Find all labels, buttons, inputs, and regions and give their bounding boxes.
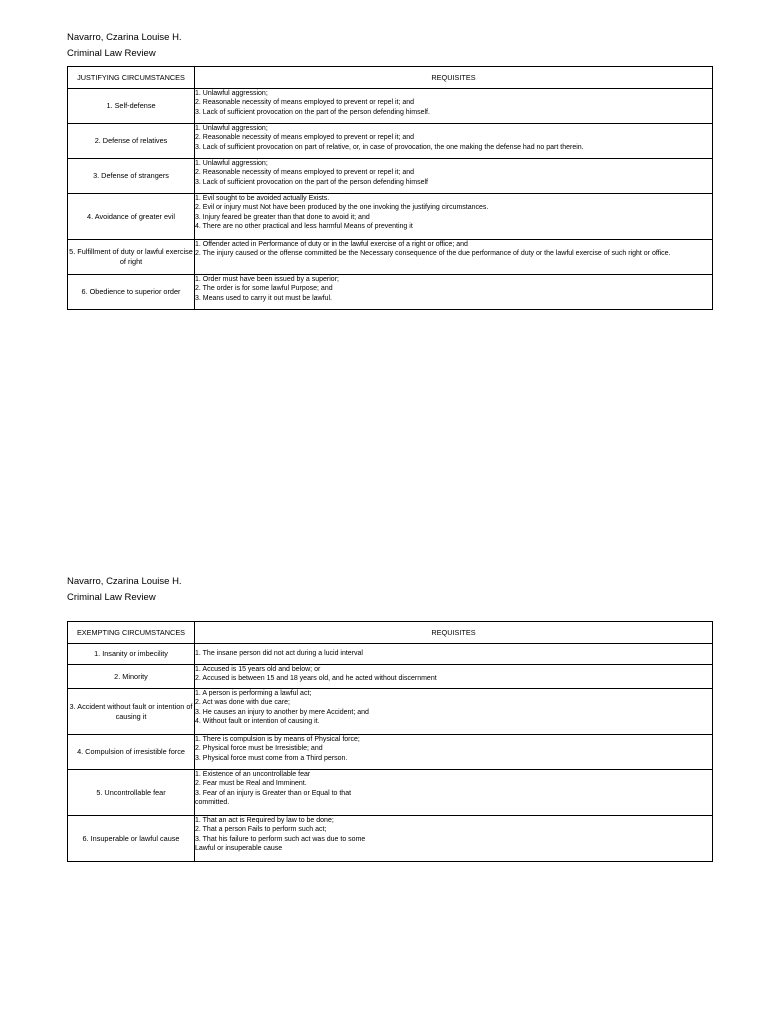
table-header-row <box>68 67 713 89</box>
requisite-line: 2. Physical force must be Irresistible; and <box>195 745 323 753</box>
requisite-line: 4. There are no other practical and less harmful Means of preventing it <box>195 222 413 230</box>
requisite-line: 2. Accused is between 15 and 18 years old, and he acted without discernment <box>195 675 437 683</box>
requisite-line: 3. He causes an injury to another by mere Accident; and <box>195 708 369 716</box>
document-header-2 <box>67 574 182 606</box>
requisite-line: 2. Reasonable necessity of means employed to prevent or repel it; and <box>195 169 415 177</box>
requisite-line: 3. Fear of an injury is Greater than or Equal to that <box>195 789 352 797</box>
requisite-line: 3. Lack of sufficient provocation on part of relative, or, in case of provocation, the one making the defense had no part therein. <box>195 143 584 151</box>
requisite-line: 1. A person is performing a lawful act; <box>195 690 312 697</box>
column-header-circumstances: EXEMPTING CIRCUMSTANCES <box>68 622 195 644</box>
requisites-cell <box>195 665 713 689</box>
table-row <box>68 89 713 124</box>
requisite-line: 1. That an act is Required by law to be done; <box>195 817 334 824</box>
requisites-cell <box>195 275 713 310</box>
requisite-line: 1. There is compulsion is by means of Physical force; <box>195 736 360 743</box>
circumstance-cell: 2. Minority <box>68 665 195 689</box>
table-row <box>68 689 713 735</box>
requisite-line: 4. Without fault or intention of causing it. <box>195 717 320 725</box>
circumstance-cell: 1. Insanity or imbecility <box>68 644 195 665</box>
requisite-line: 1. Unlawful aggression; <box>195 90 268 97</box>
requisite-line: 1. Unlawful aggression; <box>195 125 268 132</box>
table-row <box>68 159 713 194</box>
circumstance-cell: 4. Compulsion of irresistible force <box>68 735 195 770</box>
column-header-requisites: REQUISITES <box>195 67 713 89</box>
circumstance-cell: 3. Defense of strangers <box>68 159 195 194</box>
requisite-line: 3. Physical force must come from a Third person. <box>195 754 348 762</box>
table-row <box>68 240 713 275</box>
author-name: Navarro, Czarina Louise H. <box>67 32 182 43</box>
requisite-line: 2. Evil or injury must Not have been produced by the one invoking the justifying circumstances. <box>195 204 489 212</box>
circumstance-cell: 1. Self-defense <box>68 89 195 124</box>
table-row <box>68 770 713 816</box>
requisites-cell <box>195 124 713 159</box>
table-row <box>68 735 713 770</box>
requisites-cell <box>195 689 713 735</box>
table-row <box>68 124 713 159</box>
author-name: Navarro, Czarina Louise H. <box>67 576 182 587</box>
column-header-circumstances: JUSTIFYING CIRCUMSTANCES <box>68 67 195 89</box>
requisites-cell <box>195 194 713 240</box>
requisite-line: 1. Evil sought to be avoided actually Exists. <box>195 195 330 202</box>
requisite-line: 3. Lack of sufficient provocation on the part of the person defending himself. <box>195 108 430 116</box>
requisite-line: committed. <box>195 798 230 806</box>
circumstance-cell: 4. Avoidance of greater evil <box>68 194 195 240</box>
circumstance-cell: 6. Obedience to superior order <box>68 275 195 310</box>
justifying-circumstances-table <box>67 66 713 310</box>
requisite-line: 2. Fear must be Real and Imminent. <box>195 780 307 788</box>
requisite-line: 3. That his failure to perform such act was due to some <box>195 835 366 843</box>
table-row <box>68 816 713 862</box>
requisites-cell <box>195 770 713 816</box>
requisite-line: 3. Injury feared be greater than that done to avoid it; and <box>195 213 370 221</box>
requisites-cell <box>195 89 713 124</box>
requisite-line: 1. Offender acted in Performance of duty or in the lawful exercise of a right or office; and <box>195 241 468 248</box>
circumstance-cell: 6. Insuperable or lawful cause <box>68 816 195 862</box>
course-title: Criminal Law Review <box>67 48 156 59</box>
course-title: Criminal Law Review <box>67 592 156 603</box>
requisite-line: 1. Order must have been issued by a superior; <box>195 276 339 283</box>
requisite-line: 1. Existence of an uncontrollable fear <box>195 771 311 778</box>
requisites-cell <box>195 644 713 665</box>
requisite-line: 2. Reasonable necessity of means employed to prevent or repel it; and <box>195 99 415 107</box>
requisites-cell <box>195 159 713 194</box>
requisites-cell <box>195 816 713 862</box>
table-row <box>68 665 713 689</box>
document-header-1 <box>67 30 182 62</box>
requisite-line: 2. The injury caused or the offense committed be the Necessary consequence of the due performance of duty or the lawful exercise of such right or office. <box>195 250 671 258</box>
requisite-line: 2. Reasonable necessity of means employed to prevent or repel it; and <box>195 134 415 142</box>
table-row <box>68 644 713 665</box>
circumstance-cell: 5. Uncontrollable fear <box>68 770 195 816</box>
requisites-cell <box>195 240 713 275</box>
requisite-line: 2. Act was done with due care; <box>195 699 290 707</box>
requisite-line: 2. That a person Fails to perform such act; <box>195 826 327 834</box>
table-row <box>68 275 713 310</box>
table-row <box>68 194 713 240</box>
table-header-row <box>68 622 713 644</box>
exempting-circumstances-table <box>67 621 713 862</box>
requisite-line: 3. Means used to carry it out must be lawful. <box>195 294 332 302</box>
circumstance-cell: 3. Accident without fault or intention of causing it <box>68 689 195 735</box>
circumstance-cell: 5. Fulfillment of duty or lawful exercise of right <box>68 240 195 275</box>
requisite-line: 3. Lack of sufficient provocation on the part of the person defending himself <box>195 178 428 186</box>
requisite-line: 2. The order is for some lawful Purpose; and <box>195 285 333 293</box>
requisite-line: 1. The insane person did not act during a lucid interval <box>195 650 363 658</box>
requisite-line: Lawful or insuperable cause <box>195 844 283 852</box>
circumstance-cell: 2. Defense of relatives <box>68 124 195 159</box>
requisite-line: 1. Accused is 15 years old and below; or <box>195 666 321 673</box>
requisite-line: 1. Unlawful aggression; <box>195 160 268 167</box>
requisites-cell <box>195 735 713 770</box>
column-header-requisites: REQUISITES <box>195 622 713 644</box>
